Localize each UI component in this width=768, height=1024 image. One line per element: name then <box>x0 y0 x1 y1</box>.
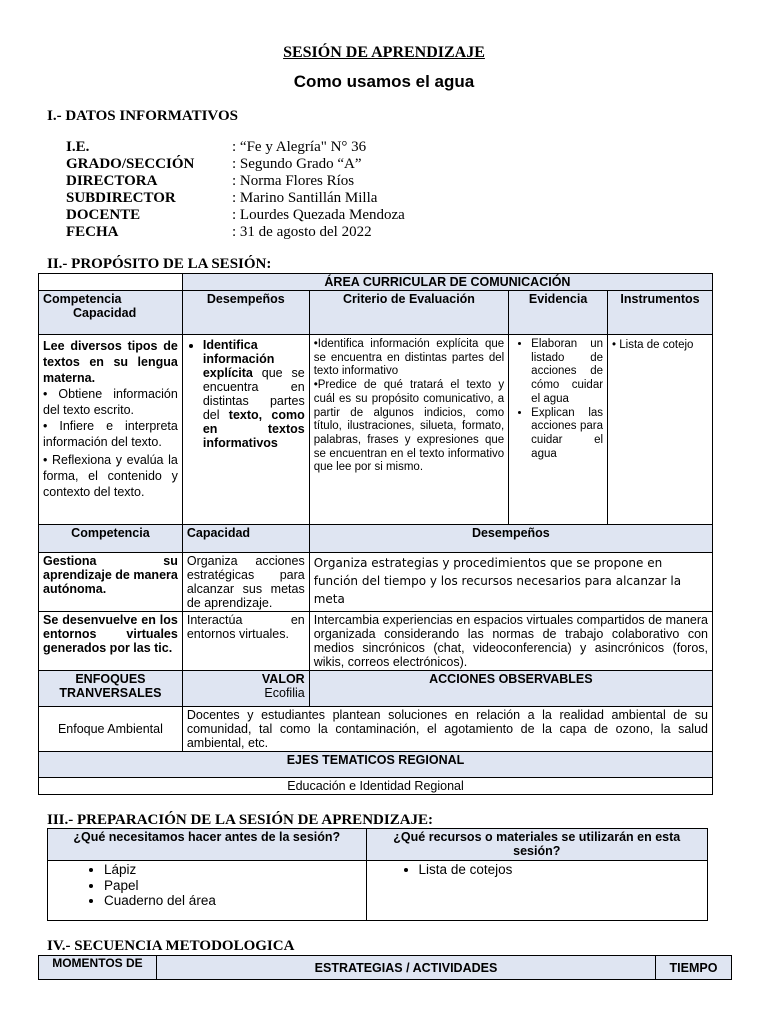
instrumento-text: Lista de cotejo <box>619 339 694 351</box>
prep-item: • Papel <box>104 878 362 894</box>
info-label: DIRECTORA <box>66 173 158 189</box>
info-row-grado <box>66 156 405 173</box>
info-row-subdirector <box>66 190 405 207</box>
session-subtitle: Como usamos el agua <box>293 72 475 91</box>
purpose-table <box>38 273 713 795</box>
valor-header-cell <box>182 671 309 707</box>
ejes-text: Educación e Identidad Regional <box>39 778 713 795</box>
info-row-fecha <box>66 224 405 241</box>
section4-heading: IV.- SECUENCIA METODOLOGICA <box>47 938 295 954</box>
competencia-text: Lee diversos tipos de textos en su lengua materna. <box>43 339 178 385</box>
instrumento-cell: • Lista de cotejo <box>608 335 713 525</box>
sequence-table <box>38 955 732 980</box>
acciones-header: ACCIONES OBSERVABLES <box>309 671 712 707</box>
info-label: FECHA <box>66 224 119 240</box>
criterio-item: •Identifica información explícita que se encuentra en distintas partes del texto informativo <box>313 338 505 378</box>
evidencia-cell <box>509 335 608 525</box>
enfoques-header: ENFOQUES TRANVERSALES <box>39 671 183 707</box>
capacidad-item: • Infiere e interpreta información del texto. <box>43 419 178 449</box>
info-value: : Lourdes Quezada Mendoza <box>232 207 405 223</box>
transversal-competencia-1: Gestiona su aprendizaje de manera autónoma. <box>39 553 183 612</box>
area-title: ÁREA CURRICULAR DE COMUNICACIÓN <box>182 274 712 291</box>
valor-header: VALOR <box>261 672 305 686</box>
section2-heading: II.- PROPÓSITO DE LA SESIÓN: <box>47 256 272 272</box>
tiempo-header: TIEMPO <box>656 956 732 980</box>
info-row-ie <box>66 139 405 156</box>
evidencia-header: Evidencia <box>509 291 608 335</box>
evidencia-item: • Elaboran un listado de acciones de cómo cuidar el agua <box>531 338 603 407</box>
transversal-desempeno-2: Intercambia experiencias en espacios virtuales compartidos de manera organizada considerando las normas de trabajo colaborativo con medios sincrónicos (chat, videoconferencia) y asincrónicos (foros, wikis, correos electrónicos). <box>309 612 712 671</box>
info-list <box>66 139 405 241</box>
transversal-competencia-header: Competencia <box>39 525 183 553</box>
competencia-cell <box>39 335 183 525</box>
info-label: GRADO/SECCIÓN <box>66 156 195 172</box>
enfoque-text: Enfoque Ambiental <box>39 707 183 752</box>
instrumentos-header: Instrumentos <box>608 291 713 335</box>
momentos-header: MOMENTOS DE <box>39 956 157 980</box>
transversal-desempenos-header: Desempeños <box>309 525 712 553</box>
info-value: : Norma Flores Ríos <box>232 173 355 189</box>
prep-col2-header: ¿Qué recursos o materiales se utilizarán en esta sesión? <box>366 829 707 861</box>
capacidad-item: • Obtiene información del texto escrito. <box>43 387 178 417</box>
prep-col1-header: ¿Qué necesitamos hacer antes de la sesión? <box>48 829 367 861</box>
transversal-capacidad-2: Interactúa en entornos virtuales. <box>182 612 309 671</box>
prep-col1-cell <box>48 861 367 921</box>
section1-heading: I.- DATOS INFORMATIVOS <box>47 108 238 124</box>
evidencia-item: • Explican las acciones para cuidar el agua <box>531 407 603 462</box>
criterio-cell <box>309 335 508 525</box>
info-label: DOCENTE <box>66 207 141 223</box>
transversal-capacidad-1: Organiza acciones estratégicas para alcanzar sus metas de aprendizaje. <box>182 553 309 612</box>
preparation-table <box>47 828 708 921</box>
desempenos-header: Desempeños <box>182 291 309 335</box>
document-title: SESIÓN DE APRENDIZAJE <box>283 44 485 61</box>
info-label: I.E. <box>66 139 90 155</box>
capacidad-header: Capacidad <box>73 306 137 320</box>
transversal-desempeno-1: Organiza estrategias y procedimientos que se propone en función del tiempo y los recursos necesarios para alcanzar la meta <box>309 553 712 612</box>
prep-item: • Cuaderno del área <box>104 893 362 909</box>
info-row-directora <box>66 173 405 190</box>
desempeno-item: • Identifica información explícita que se encuentra en distintas partes del texto, como en textos informativos <box>203 338 305 450</box>
accion-text: Docentes y estudiantes plantean soluciones en relación a la realidad ambiental de su comunidad, tal como la contaminación, el agotamiento de la capa de ozono, la salud ambiental, etc. <box>182 707 712 752</box>
valor-text: Ecofilia <box>264 686 305 700</box>
prep-item: • Lápiz <box>104 862 362 878</box>
competencia-capacidad-header <box>39 291 183 335</box>
transversal-competencia-2: Se desenvuelve en los entornos virtuales generados por las tic. <box>39 612 183 671</box>
info-value: : 31 de agosto del 2022 <box>232 224 372 240</box>
info-value: : “Fe y Alegría" N° 36 <box>232 139 367 155</box>
resource-item: • Lista de cotejos <box>419 862 703 878</box>
info-value: : Segundo Grado “A” <box>232 156 362 172</box>
ejes-header: EJES TEMATICOS REGIONAL <box>39 752 713 778</box>
info-row-docente <box>66 207 405 224</box>
desempeno-cell <box>182 335 309 525</box>
criterio-header: Criterio de Evaluación <box>309 291 508 335</box>
competencia-header: Competencia <box>43 292 122 306</box>
criterio-item: •Predice de qué tratará el texto y cuál es su propósito comunicativo, a partir de algunos indicios, como título, ilustraciones, silueta, formato, palabras, frases y expresiones que se encuentran en el texto informativo que lee por si mismo. <box>313 379 505 474</box>
section3-heading: III.- PREPARACIÓN DE LA SESIÓN DE APRENDIZAJE: <box>47 812 434 828</box>
info-label: SUBDIRECTOR <box>66 190 176 206</box>
transversal-capacidad-header: Capacidad <box>182 525 309 553</box>
prep-col2-cell <box>366 861 707 921</box>
info-value: : Marino Santillán Milla <box>232 190 378 206</box>
capacidad-item: • Reflexiona y evalúa la forma, el contenido y contexto del texto. <box>43 453 178 499</box>
estrategias-header: ESTRATEGIAS / ACTIVIDADES <box>156 956 655 980</box>
